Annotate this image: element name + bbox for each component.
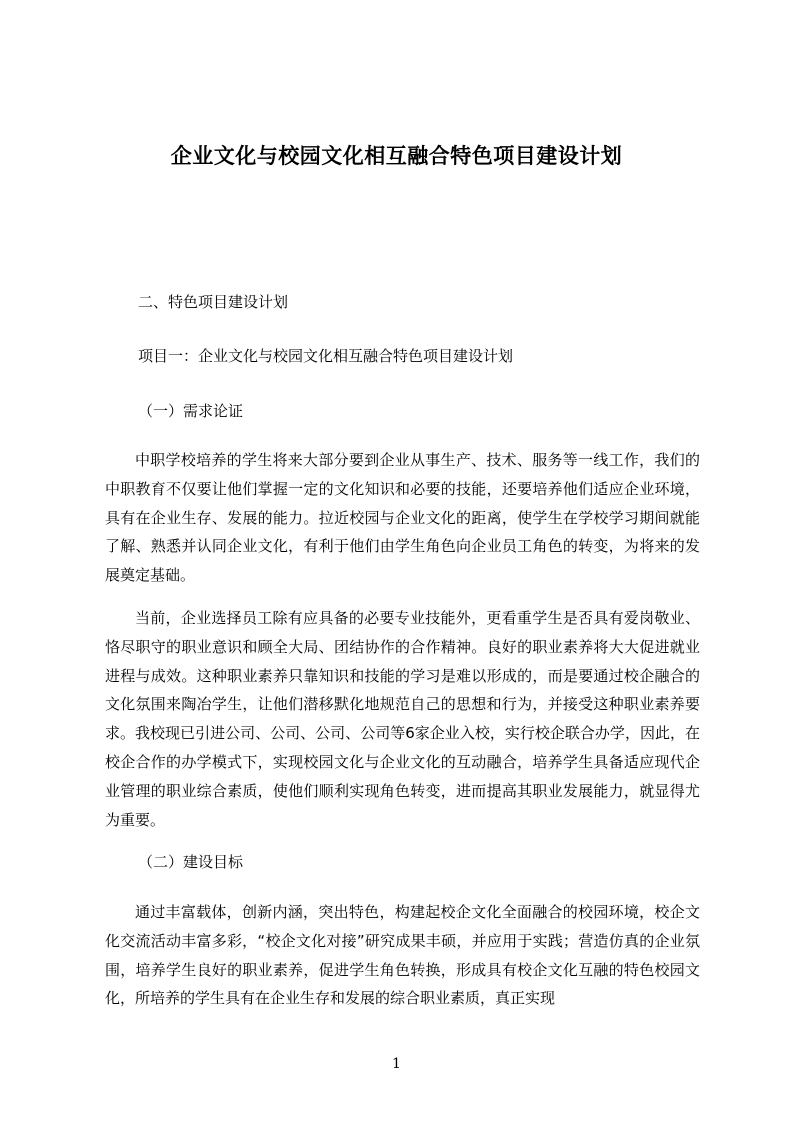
page-number: 1 [392,1056,401,1072]
project-heading: 项目一：企业文化与校园文化相互融合特色项目建设计划 [138,347,514,365]
subsection-heading-demand: （一）需求论证 [138,402,244,420]
document-title: 企业文化与校园文化相互融合特色项目建设计划 [170,144,623,168]
subsection-heading-goals: （二）建设目标 [138,853,244,871]
paragraph-goals: 通过丰富载体，创新内涵，突出特色，构建起校企文化全面融合的校园环境，校企文化交流活动丰富多彩，“校企文化对接”研究成果丰硕，并应用于实践；营造仿真的企业氛围，培养学生良好的职业素养，促进学生角色转换，形成具有校企文化互融的特色校园文化，所培养的学生具有在企业生存和发展的综合职业素质，真正实现 [105,903,700,1008]
paragraph-demand: 中职学校培养的学生将来大部分要到企业从事生产、技术、服务等一线工作，我们的中职教育不仅要让他们掌握一定的文化知识和必要的技能，还要培养他们适应企业环境，具有在企业生存、发展的能力。拉近校园与企业文化的距离，使学生在学校学习期间就能了解、熟悉并认同企业文化，有利于他们由学生角色向企业员工角色的转变，为将来的发展奠定基础。 [105,451,700,585]
paragraph-current-situation: 当前，企业选择员工除有应具备的必要专业技能外，更看重学生是否具有爱岗敬业、恪尽职守的职业意识和顾全大局、团结协作的合作精神。良好的职业素养将大大促进就业进程与成效。这种职业素养只靠知识和技能的学习是难以形成的，而是要通过校企融合的文化氛围来陶冶学生，让他们潜移默化地规范自己的思想和行为，并接受这种职业素养要求。我校现已引进公司、公司、公司、公司等6家企业入校，实行校企联合办学，因此，在校企合作的办学模式下，实现校园文化与企业文化的互动融合，培养学生具备适应现代企业管理的职业综合素质，使他们顺利实现角色转变，进而提高其职业发展能力，就显得尤为重要。 [105,609,700,829]
section-heading: 二、特色项目建设计划 [138,293,289,311]
